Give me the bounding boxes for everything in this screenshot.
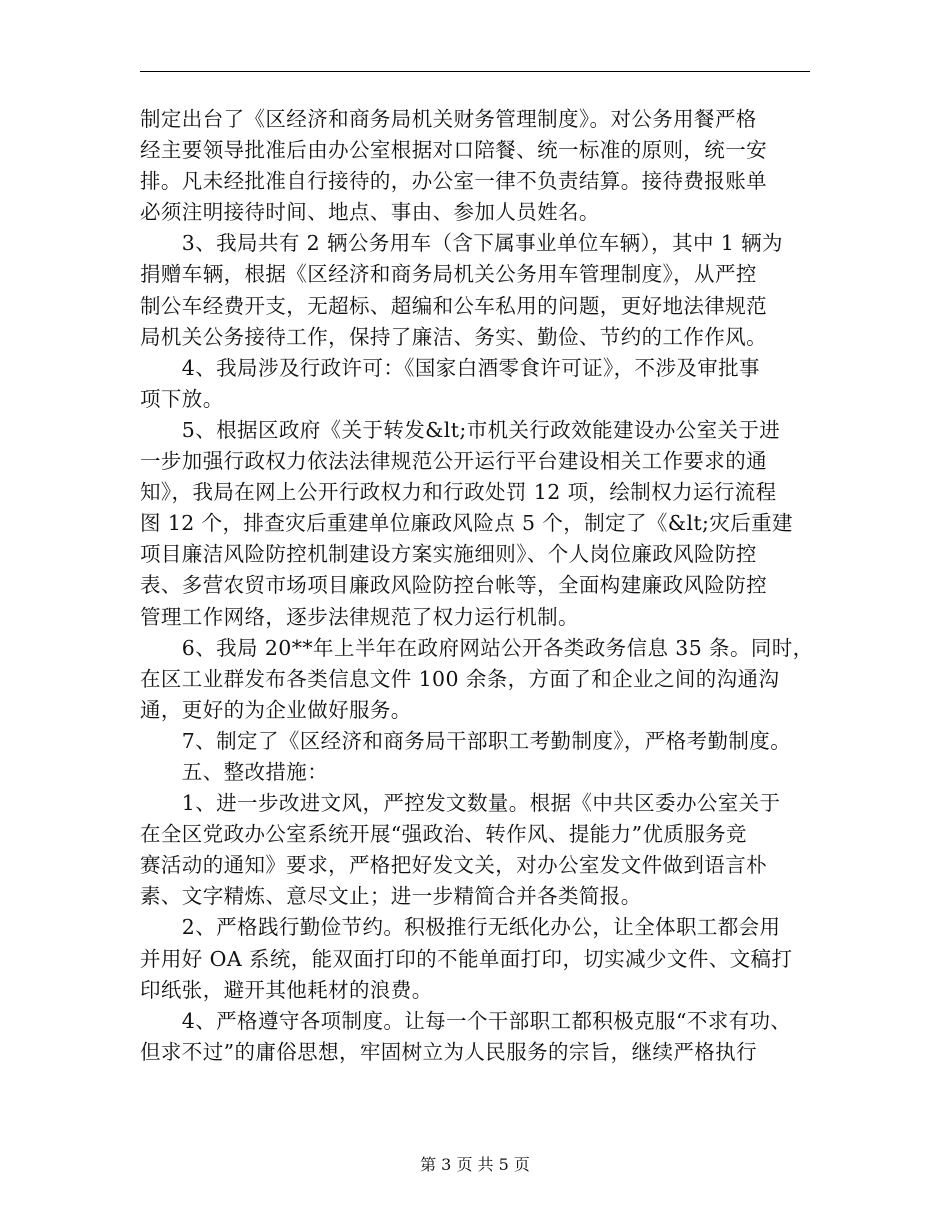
text-line: 5、根据区政府《关于转发&lt;市机关行政效能建设办公室关于进	[140, 417, 781, 442]
text-line: 印纸张，避开其他耗材的浪费。	[140, 977, 433, 1002]
text-line: 捐赠车辆，根据《区经济和商务局机关公务用车管理制度》，从严控	[140, 262, 757, 287]
text-line: 项下放。	[140, 386, 224, 411]
text-line: 一步加强行政权力依法法律规范公开运行平台建设相关工作要求的通	[140, 449, 767, 474]
text-line: 制公车经费开支，无超标、超编和公车私用的问题，更好地法律规范	[140, 293, 767, 318]
text-line: 局机关公务接待工作，保持了廉洁、务实、勤俭、节约的工作作风。	[140, 324, 767, 349]
text-line: 知》，我局在网上公开行政权力和行政处罚 12 项，绘制权力运行流程	[140, 480, 777, 505]
text-line: 五、整改措施：	[140, 759, 329, 784]
text-line: 图 12 个，排查灾后重建单位廉政风险点 5 个，制定了《&lt;灾后重建	[140, 511, 793, 536]
text-line: 在区工业群发布各类信息文件 100 余条，方面了和企业之间的沟通沟	[140, 666, 780, 691]
text-line: 3、我局共有 2 辆公务用车（含下属事业单位车辆），其中 1 辆为	[140, 231, 783, 256]
text-line: 经主要领导批准后由办公室根据对口陪餐、统一标准的原则，统一安	[140, 138, 767, 163]
page-footer: 第 3 页 共 5 页	[420, 1155, 530, 1174]
text-line: 通，更好的为企业做好服务。	[140, 697, 412, 722]
text-line: 但求不过”的庸俗思想，牢固树立为人民服务的宗旨，继续严格执行	[140, 1039, 757, 1064]
text-line: 素、文字精炼、意尽文止；进一步精简合并各类简报。	[140, 884, 642, 909]
text-line: 必须注明接待时间、地点、事由、参加人员姓名。	[140, 200, 600, 225]
text-line: 排。凡未经批准自行接待的，办公室一律不负责结算。接待费报账单	[140, 169, 767, 194]
text-line: 并用好 OA 系统，能双面打印的不能单面打印，切实减少文件、文稿打	[140, 946, 793, 971]
text-line: 6、我局 20**年上半年在政府网站公开各类政务信息 35 条。同时，	[140, 635, 814, 660]
text-line: 表、多营农贸市场项目廉政风险防控台帐等，全面构建廉政风险防控	[140, 573, 767, 598]
text-line: 项目廉洁风险防控机制建设方案实施细则》、个人岗位廉政风险防控	[140, 542, 757, 567]
text-line: 4、严格遵守各项制度。让每一个干部职工都积极克服“不求有功、	[140, 1008, 792, 1033]
text-line: 7、制定了《区经济和商务局干部职工考勤制度》，严格考勤制度。	[140, 728, 792, 753]
text-line: 制定出台了《区经济和商务局机关财务管理制度》。对公务用餐严格	[140, 107, 757, 131]
text-line: 管理工作网络，逐步法律规范了权力运行机制。	[140, 604, 579, 629]
text-line: 4、我局涉及行政许可：《国家白酒零食许可证》，不涉及审批事	[140, 355, 760, 380]
text-line: 2、严格践行勤俭节约。积极推行无纸化办公，让全体职工都会用	[140, 915, 781, 940]
text-line: 1、进一步改进文风，严控发文数量。根据《中共区委办公室关于	[140, 791, 781, 816]
text-line: 赛活动的通知》要求，严格把好发文关，对办公室发文件做到语言朴	[140, 853, 767, 878]
text-line: 在全区党政办公室系统开展“强政治、转作风、提能力”优质服务竞	[140, 822, 747, 847]
document-body	[140, 104, 820, 1068]
header-rule	[140, 71, 810, 72]
